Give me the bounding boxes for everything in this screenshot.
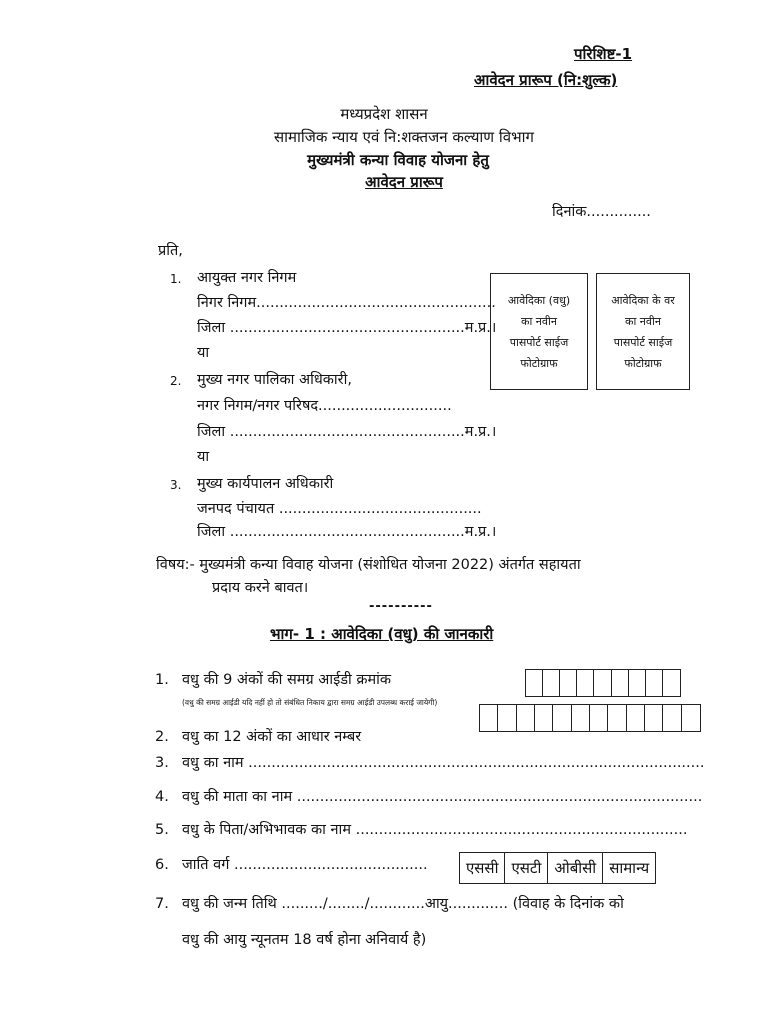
or-label-1: या [197, 345, 210, 361]
q1-number: 1. [155, 672, 169, 688]
samagra-digit-cell[interactable] [629, 670, 646, 696]
q4-number: 4. [155, 789, 169, 805]
samagra-digit-cell[interactable] [543, 670, 560, 696]
category-obc[interactable]: ओबीसी [548, 853, 603, 883]
samagra-id-input[interactable] [525, 669, 681, 697]
aadhaar-digit-cell[interactable] [480, 705, 498, 731]
q6-number: 6. [155, 857, 169, 873]
category-general[interactable]: सामान्य [609, 859, 650, 877]
option-3-line2: जनपद पंचायत ............................................ [197, 501, 482, 517]
aadhaar-digit-cell[interactable] [553, 705, 571, 731]
aadhaar-digit-cell[interactable] [663, 705, 681, 731]
divider: ---------- [369, 599, 433, 614]
q5-number: 5. [155, 822, 169, 838]
appendix-label: परिशिष्ट-1 [574, 45, 633, 63]
date-field: दिनांक.............. [552, 204, 651, 220]
groom-photo-text-1: आवेदिका के वर [611, 294, 675, 307]
age-requirement-note: वधु की आयु न्यूनतम 18 वर्ष होना अनिवार्य है) [182, 932, 427, 948]
birth-date-age-field[interactable]: वधु की जन्म तिथि ........./......../............आयु............. (विवाह के दिनांक को [182, 896, 624, 912]
bride-photo-text-1: आवेदिका (वधु) [507, 294, 571, 307]
q2-number: 2. [155, 729, 169, 745]
option-2-line3: जिला ...................................................म.प्र.। [197, 424, 497, 440]
samagra-digit-cell[interactable] [560, 670, 577, 696]
q1-label: वधु की 9 अंकों की समग्र आईडी क्रमांक [182, 672, 392, 688]
aadhaar-digit-cell[interactable] [572, 705, 590, 731]
groom-photo-text-2: का नवीन [625, 315, 661, 328]
samagra-digit-cell[interactable] [577, 670, 594, 696]
scheme-title: मुख्यमंत्री कन्या विवाह योजना हेतु [307, 151, 489, 169]
form-type: आवेदन प्रारूप (नि:शुल्क) [474, 71, 618, 89]
department-name: सामाजिक न्याय एवं नि:शक्तजन कल्याण विभाग [273, 128, 535, 146]
groom-photo-text-3: पासपोर्ट साईज [613, 336, 673, 349]
samagra-digit-cell[interactable] [646, 670, 663, 696]
samagra-digit-cell[interactable] [663, 670, 680, 696]
aadhaar-digit-cell[interactable] [590, 705, 608, 731]
category-sc[interactable]: एससी [460, 853, 505, 883]
q3-number: 3. [155, 755, 169, 771]
option-3-number: 3. [170, 478, 182, 492]
subject-line-2: प्रदाय करने बावत। [212, 580, 309, 596]
q1-note: (वधु की समग्र आईडी यदि नहीं हो तो संबंधित निकाय द्वारा समग्र आईडी उपलब्ध कराई जायेगी) [182, 698, 438, 707]
option-2-line1: मुख्य नगर पालिका अधिकारी, [197, 372, 352, 388]
option-1-line2: निगर निगम.................................................... [197, 295, 496, 311]
category-st[interactable]: एसटी [505, 853, 548, 883]
father-guardian-name-field[interactable]: वधु के पिता/अभिभावक का नाम ........................................................................ [182, 822, 688, 838]
bride-photo-text-3: पासपोर्ट साईज [509, 336, 569, 349]
aadhaar-digit-cell[interactable] [517, 705, 535, 731]
government-name: मध्यप्रदेश शासन [340, 105, 428, 123]
bride-photo-box[interactable] [490, 273, 588, 390]
aadhaar-number-input[interactable] [479, 704, 701, 732]
option-1-number: 1. [170, 272, 182, 286]
samagra-digit-cell[interactable] [612, 670, 629, 696]
option-1-line1: आयुक्त नगर निगम [197, 270, 297, 286]
aadhaar-digit-cell[interactable] [627, 705, 645, 731]
q7-number: 7. [155, 896, 169, 912]
caste-category-field[interactable]: जाति वर्ग .......................................... [182, 857, 428, 873]
bride-photo-text-2: का नवीन [521, 315, 557, 328]
q2-label: वधु का 12 अंकों का आधार नम्बर [182, 729, 362, 745]
to-label: प्रति, [158, 243, 183, 259]
part1-heading: भाग- 1 : आवेदिका (वधु) की जानकारी [270, 625, 494, 643]
aadhaar-digit-cell[interactable] [535, 705, 553, 731]
form-title: आवेदन प्रारूप [365, 173, 443, 191]
option-2-line2: नगर निगम/नगर परिषद............................. [197, 398, 452, 414]
category-options [459, 852, 656, 884]
bride-photo-text-4: फोटोग्राफ [520, 357, 558, 370]
groom-photo-text-4: फोटोग्राफ [624, 357, 662, 370]
aadhaar-digit-cell[interactable] [682, 705, 700, 731]
samagra-digit-cell[interactable] [594, 670, 611, 696]
option-3-line3: जिला ...................................................म.प्र.। [197, 524, 497, 540]
option-3-line1: मुख्य कार्यपालन अधिकारी [197, 476, 334, 492]
or-label-2: या [197, 449, 210, 465]
subject-line-1: विषय:- मुख्यमंत्री कन्या विवाह योजना (संशोधित योजना 2022) अंतर्गत सहायता [156, 557, 581, 573]
option-2-number: 2. [170, 374, 182, 388]
aadhaar-digit-cell[interactable] [608, 705, 626, 731]
bride-name-field[interactable]: वधु का नाम ................................................................................................... [182, 755, 705, 771]
aadhaar-digit-cell[interactable] [645, 705, 663, 731]
aadhaar-digit-cell[interactable] [498, 705, 516, 731]
mother-name-field[interactable]: वधु की माता का नाम ........................................................................................ [182, 789, 703, 805]
option-1-line3: जिला ...................................................म.प्र.। [197, 320, 497, 336]
groom-photo-box[interactable] [596, 273, 690, 390]
samagra-digit-cell[interactable] [526, 670, 543, 696]
